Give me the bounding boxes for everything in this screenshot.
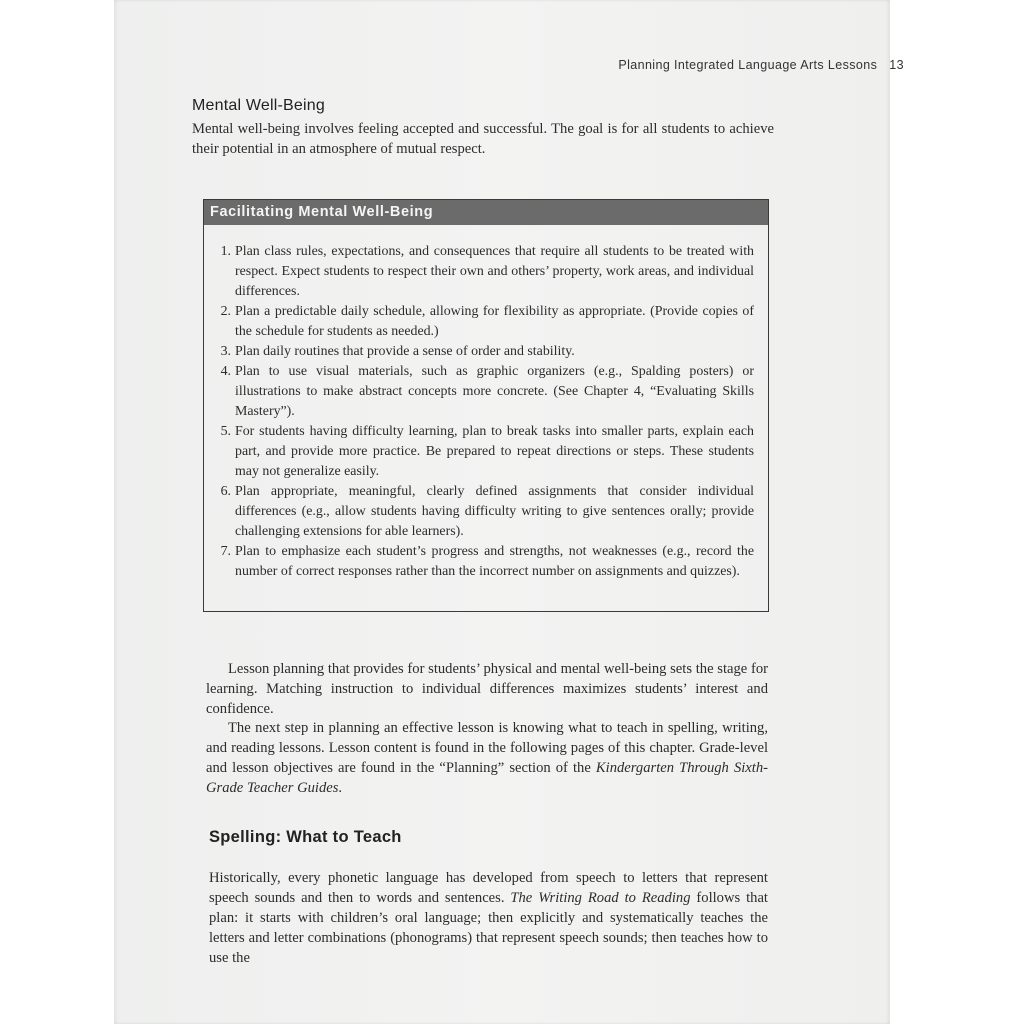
list-item [212, 302, 754, 342]
paragraph-text: Historically, every phonetic language has developed from speech to letters that represent speech sounds and then to words and sentences. [209, 870, 768, 906]
running-header [618, 58, 904, 72]
list-item-text: Plan class rules, expectations, and consequences that require all students to be treated with respect. Expect students to respect their own and others’ property, work areas, and individual differences. [235, 244, 754, 299]
list-item [212, 482, 754, 542]
body-paragraph-2 [206, 718, 768, 798]
spelling-heading: Spelling: What to Teach [209, 828, 402, 846]
paragraph-text-end: follows that plan: it starts with children’s oral language; then explicitly and systematically teaches the letters and letter combinations (phonograms) that represent speech sounds; then teaches how to use the [209, 890, 768, 966]
sidebar-box [203, 199, 769, 612]
running-header-title: Planning Integrated Language Arts Lessons [618, 58, 878, 72]
section-intro: Mental well-being involves feeling accepted and successful. The goal is for all students to achieve their potential in an atmosphere of mutual respect. [192, 121, 774, 157]
list-item [212, 242, 754, 302]
list-item-number: 2. [220, 304, 231, 319]
list-item [212, 422, 754, 482]
list-item-number: 5. [220, 424, 231, 439]
list-item [212, 362, 754, 422]
body-paragraph-1: Lesson planning that provides for students’ physical and mental well-being sets the stage for learning. Matching instruction to individual differences maximizes students’ interest and confidence. [206, 661, 768, 717]
page-number: 13 [889, 58, 904, 72]
list-item-number: 1. [220, 244, 231, 259]
list-item-text: Plan to emphasize each student’s progress and strengths, not weaknesses (e.g., record the number of correct responses rather than the incorrect number on assignments and quizzes). [235, 544, 754, 579]
list-item-text: Plan appropriate, meaningful, clearly defined assignments that consider individual differences (e.g., allow students having difficulty writing to give sentences orally; provide challenging extensions for able learners). [235, 484, 754, 539]
list-item-text: Plan a predictable daily schedule, allowing for flexibility as appropriate. (Provide copies of the schedule for students as needed.) [235, 304, 754, 339]
list-item-number: 4. [220, 364, 231, 379]
list-item-text: Plan daily routines that provide a sense of order and stability. [235, 344, 575, 359]
list-item-text: Plan to use visual materials, such as graphic organizers (e.g., Spalding posters) or illustrations to make abstract concepts more concrete. (See Chapter 4, “Evaluating Skills Mastery”). [235, 364, 754, 419]
sidebar-box-title: Facilitating Mental Well-Being [204, 200, 768, 225]
paragraph-text: The next step in planning an effective lesson is knowing what to teach in spelling, writing, and reading lessons. Lesson content is found in the following pages of this chapter. Grade-level and lesson objectives are found in the “Planning” section of the [206, 720, 768, 776]
list-item [212, 342, 754, 362]
list-item [212, 542, 754, 582]
sidebar-list [204, 242, 768, 582]
list-item-number: 6. [220, 484, 231, 499]
paragraph-text-end: . [338, 780, 343, 796]
list-item-number: 3. [220, 344, 231, 359]
list-item-number: 7. [220, 544, 231, 559]
section-heading: Mental Well-Being [192, 97, 325, 114]
list-item-text: For students having difficulty learning, plan to break tasks into smaller parts, explain each part, and provide more practice. Be prepared to repeat directions or steps. These students may not generalize easily. [235, 424, 754, 479]
spelling-paragraph [209, 868, 768, 968]
book-title-italic: Kindergarten Through Sixth-Grade Teacher Guides [206, 760, 768, 796]
book-title-italic: The Writing Road to Reading [510, 890, 691, 906]
